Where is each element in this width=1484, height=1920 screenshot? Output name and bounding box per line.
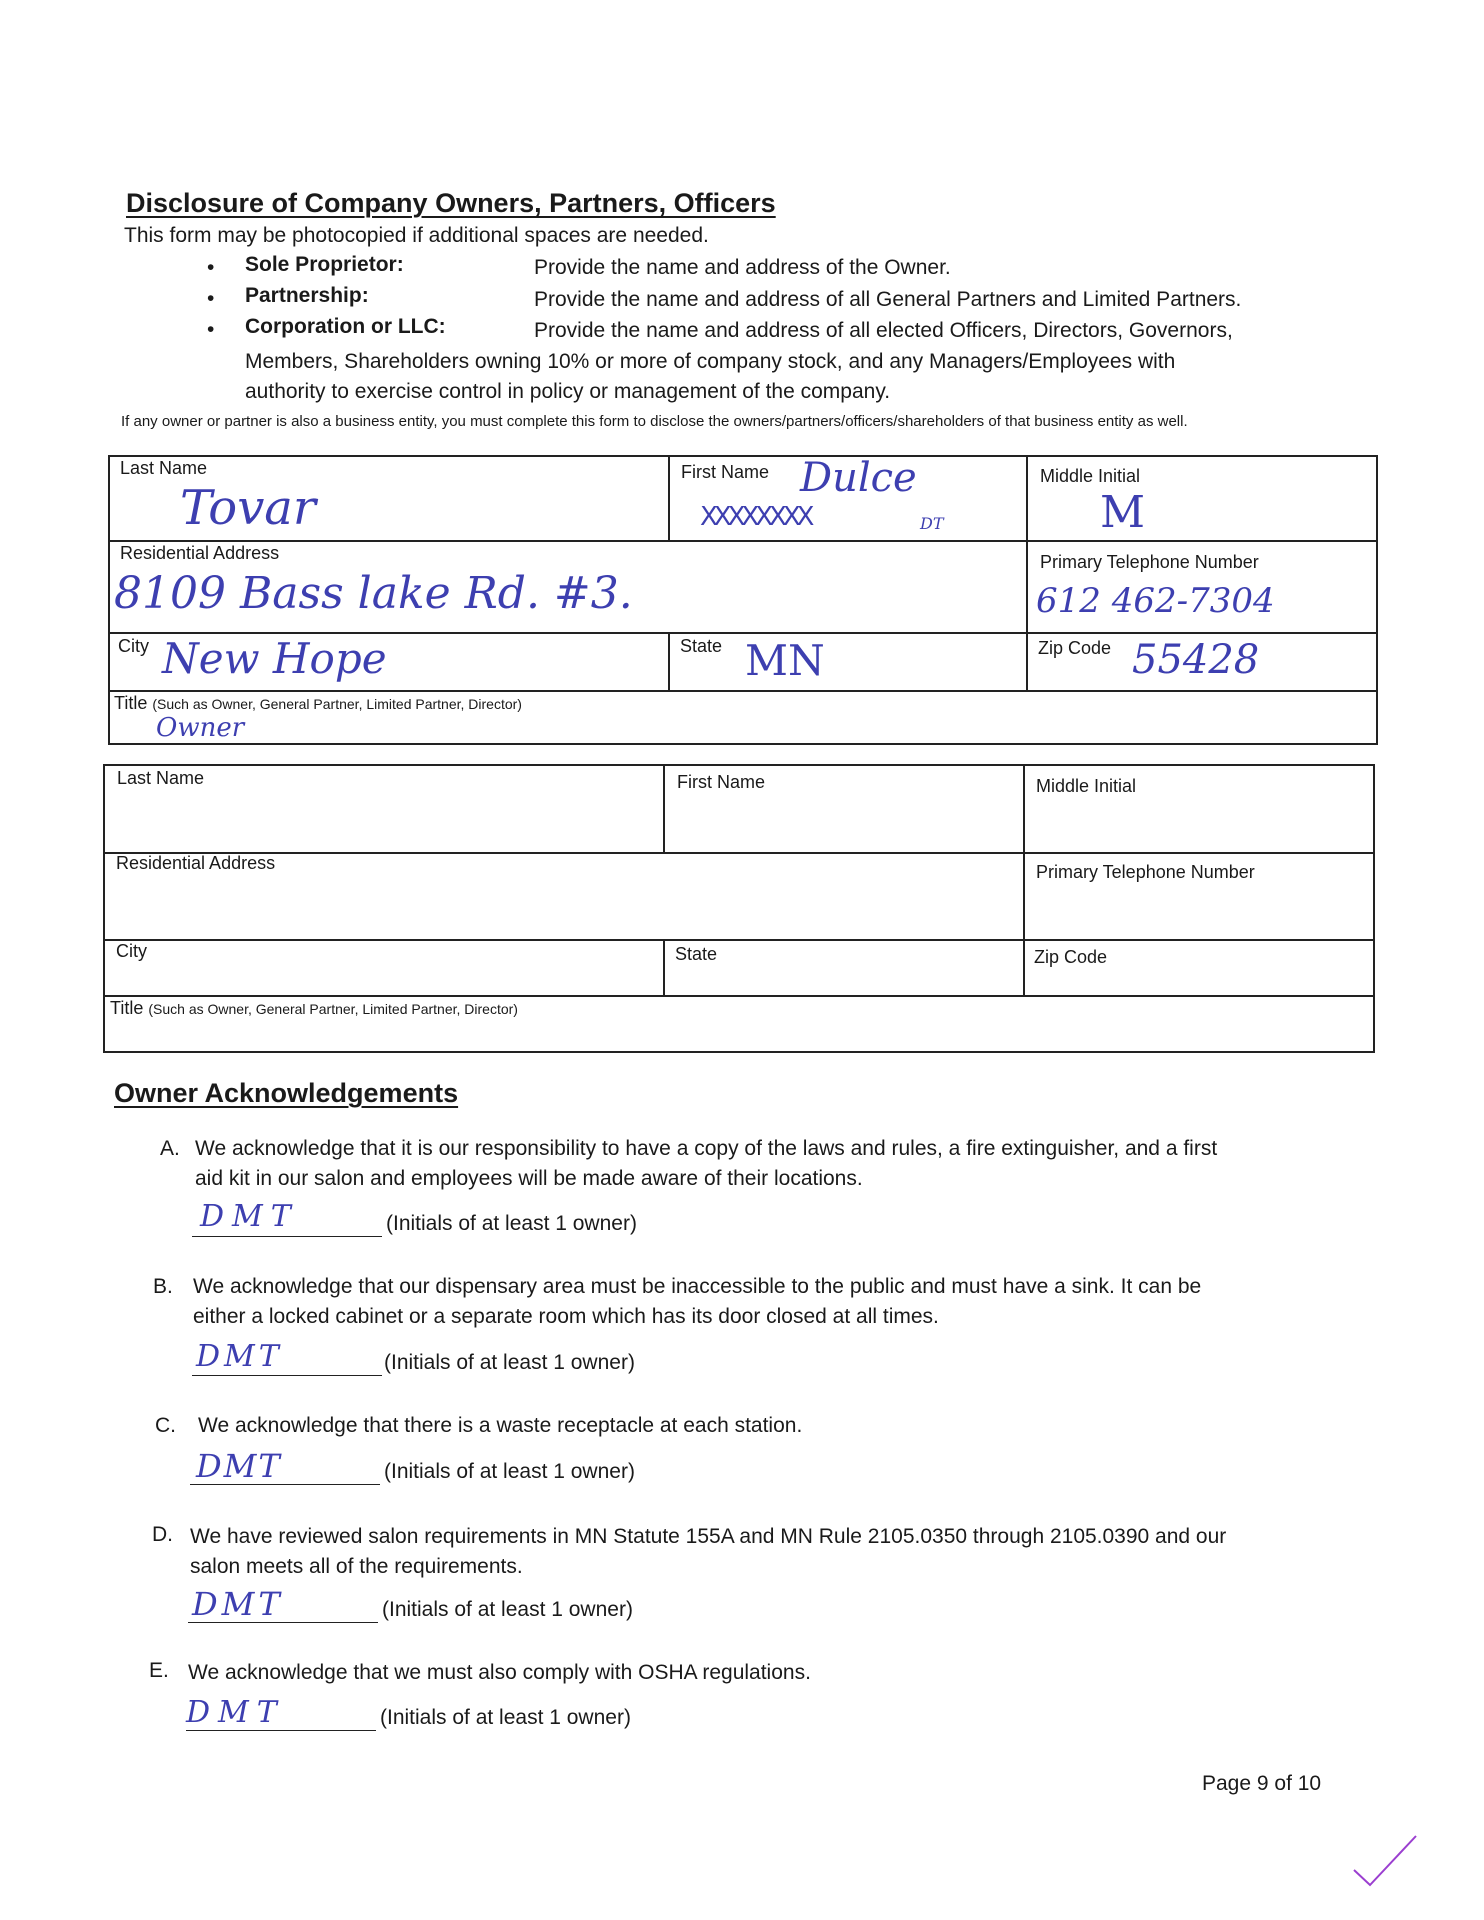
title-field[interactable]: Owner — [156, 713, 245, 743]
last-name-label: Last Name — [117, 768, 205, 788]
strike-initials: DT — [920, 514, 944, 533]
title-label: Title (Such as Owner, General Partner, Limited Partner, Director) — [110, 998, 518, 1018]
last-name-label: Last Name — [120, 458, 208, 478]
initials-suffix: (Initials of at least 1 owner) — [384, 1351, 635, 1374]
middle-initial-field[interactable] — [1036, 800, 1356, 848]
checkmark-icon — [1350, 1830, 1420, 1890]
bullet-term: Corporation or LLC: — [245, 315, 446, 338]
bullet-desc: Provide the name and address of all elected Officers, Directors, Governors, — [534, 319, 1233, 342]
middle-initial-label: Middle Initial — [1040, 466, 1141, 486]
initials-suffix: (Initials of at least 1 owner) — [386, 1212, 637, 1235]
item-letter: C. — [155, 1414, 176, 1437]
initials-suffix: (Initials of at least 1 owner) — [382, 1598, 633, 1621]
disclosure-title: Disclosure of Company Owners, Partners, Officers — [126, 188, 776, 218]
item-text: aid kit in our salon and employees will be made aware of their locations. — [195, 1167, 863, 1190]
middle-initial-label: Middle Initial — [1036, 776, 1137, 796]
last-name-field[interactable]: Tovar — [180, 480, 316, 536]
bullet-icon: • — [207, 287, 215, 310]
bullet-desc-cont: Members, Shareholders owning 10% or more of company stock, and any Managers/Employees with — [245, 350, 1176, 373]
zip-label: Zip Code — [1038, 638, 1112, 658]
bullet-term: Sole Proprietor: — [245, 253, 404, 276]
zip-field[interactable]: 55428 — [1132, 637, 1260, 683]
bullet-desc: Provide the name and address of all General Partners and Limited Partners. — [534, 288, 1242, 311]
city-label: City — [118, 636, 149, 656]
last-name-field[interactable] — [118, 792, 648, 842]
first-name-label: First Name — [681, 462, 770, 482]
initials-field[interactable]: DMT — [196, 1447, 282, 1485]
first-name-field[interactable] — [677, 796, 1007, 846]
phone-field[interactable] — [1036, 886, 1356, 934]
address-label: Residential Address — [116, 853, 276, 873]
phone-label: Primary Telephone Number — [1040, 552, 1259, 572]
first-name-label: First Name — [677, 772, 766, 792]
item-text: We have reviewed salon requirements in MN Statute 155A and MN Rule 2105.0350 through 2105.0390 and our — [190, 1525, 1227, 1548]
bullet-icon: • — [207, 256, 215, 279]
initials-field[interactable]: DMT — [200, 1199, 299, 1234]
phone-field[interactable]: 612 462-7304 — [1036, 581, 1275, 621]
item-text: We acknowledge that there is a waste receptacle at each station. — [198, 1414, 803, 1437]
state-field[interactable]: MN — [745, 636, 825, 685]
item-letter: E. — [149, 1659, 169, 1682]
address-field[interactable]: 8109 Bass lake Rd. #3. — [114, 568, 633, 619]
address-field[interactable] — [116, 880, 1006, 934]
strikethrough-scribble: XXXXXXXX — [700, 502, 811, 532]
middle-initial-field[interactable]: M — [1100, 487, 1146, 538]
item-text: either a locked cabinet or a separate room which has its door closed at all times. — [193, 1305, 939, 1328]
acknowledgements-title: Owner Acknowledgements — [114, 1078, 459, 1108]
item-text: We acknowledge that it is our responsibility to have a copy of the laws and rules, a fire extinguisher, and a first — [195, 1137, 1218, 1160]
city-field[interactable]: New Hope — [162, 634, 387, 683]
item-letter: D. — [152, 1523, 173, 1546]
initials-field[interactable]: DMT — [186, 1695, 285, 1730]
business-entity-note: If any owner or partner is also a business entity, you must complete this form to disclose the owners/partners/officers/shareholders of that business entity as well. — [121, 413, 1188, 430]
page-number: Page 9 of 10 — [1202, 1772, 1322, 1795]
address-label: Residential Address — [120, 543, 280, 563]
item-text: We acknowledge that we must also comply with OSHA regulations. — [188, 1661, 811, 1684]
initials-field[interactable]: DMT — [196, 1339, 283, 1374]
first-name-field[interactable]: Dulce — [800, 455, 917, 501]
zip-label: Zip Code — [1034, 947, 1108, 967]
bullet-term: Partnership: — [245, 284, 369, 307]
initials-suffix: (Initials of at least 1 owner) — [384, 1460, 635, 1483]
bullet-desc: Provide the name and address of the Owner. — [534, 256, 951, 279]
city-label: City — [116, 941, 147, 961]
state-label: State — [675, 944, 718, 964]
title-label: Title (Such as Owner, General Partner, Limited Partner, Director) — [114, 693, 522, 713]
item-text: salon meets all of the requirements. — [190, 1555, 523, 1578]
bullet-desc-cont: authority to exercise control in policy or management of the company. — [245, 380, 891, 403]
phone-label: Primary Telephone Number — [1036, 862, 1255, 882]
item-letter: A. — [160, 1137, 180, 1160]
item-letter: B. — [153, 1275, 173, 1298]
state-label: State — [680, 636, 723, 656]
initials-field[interactable]: DMT — [192, 1585, 284, 1623]
item-text: We acknowledge that our dispensary area must be inaccessible to the public and must have a sink. It can be — [193, 1275, 1202, 1298]
bullet-icon: • — [207, 318, 215, 341]
initials-suffix: (Initials of at least 1 owner) — [380, 1706, 631, 1729]
intro-text: This form may be photocopied if additional spaces are needed. — [124, 224, 709, 247]
